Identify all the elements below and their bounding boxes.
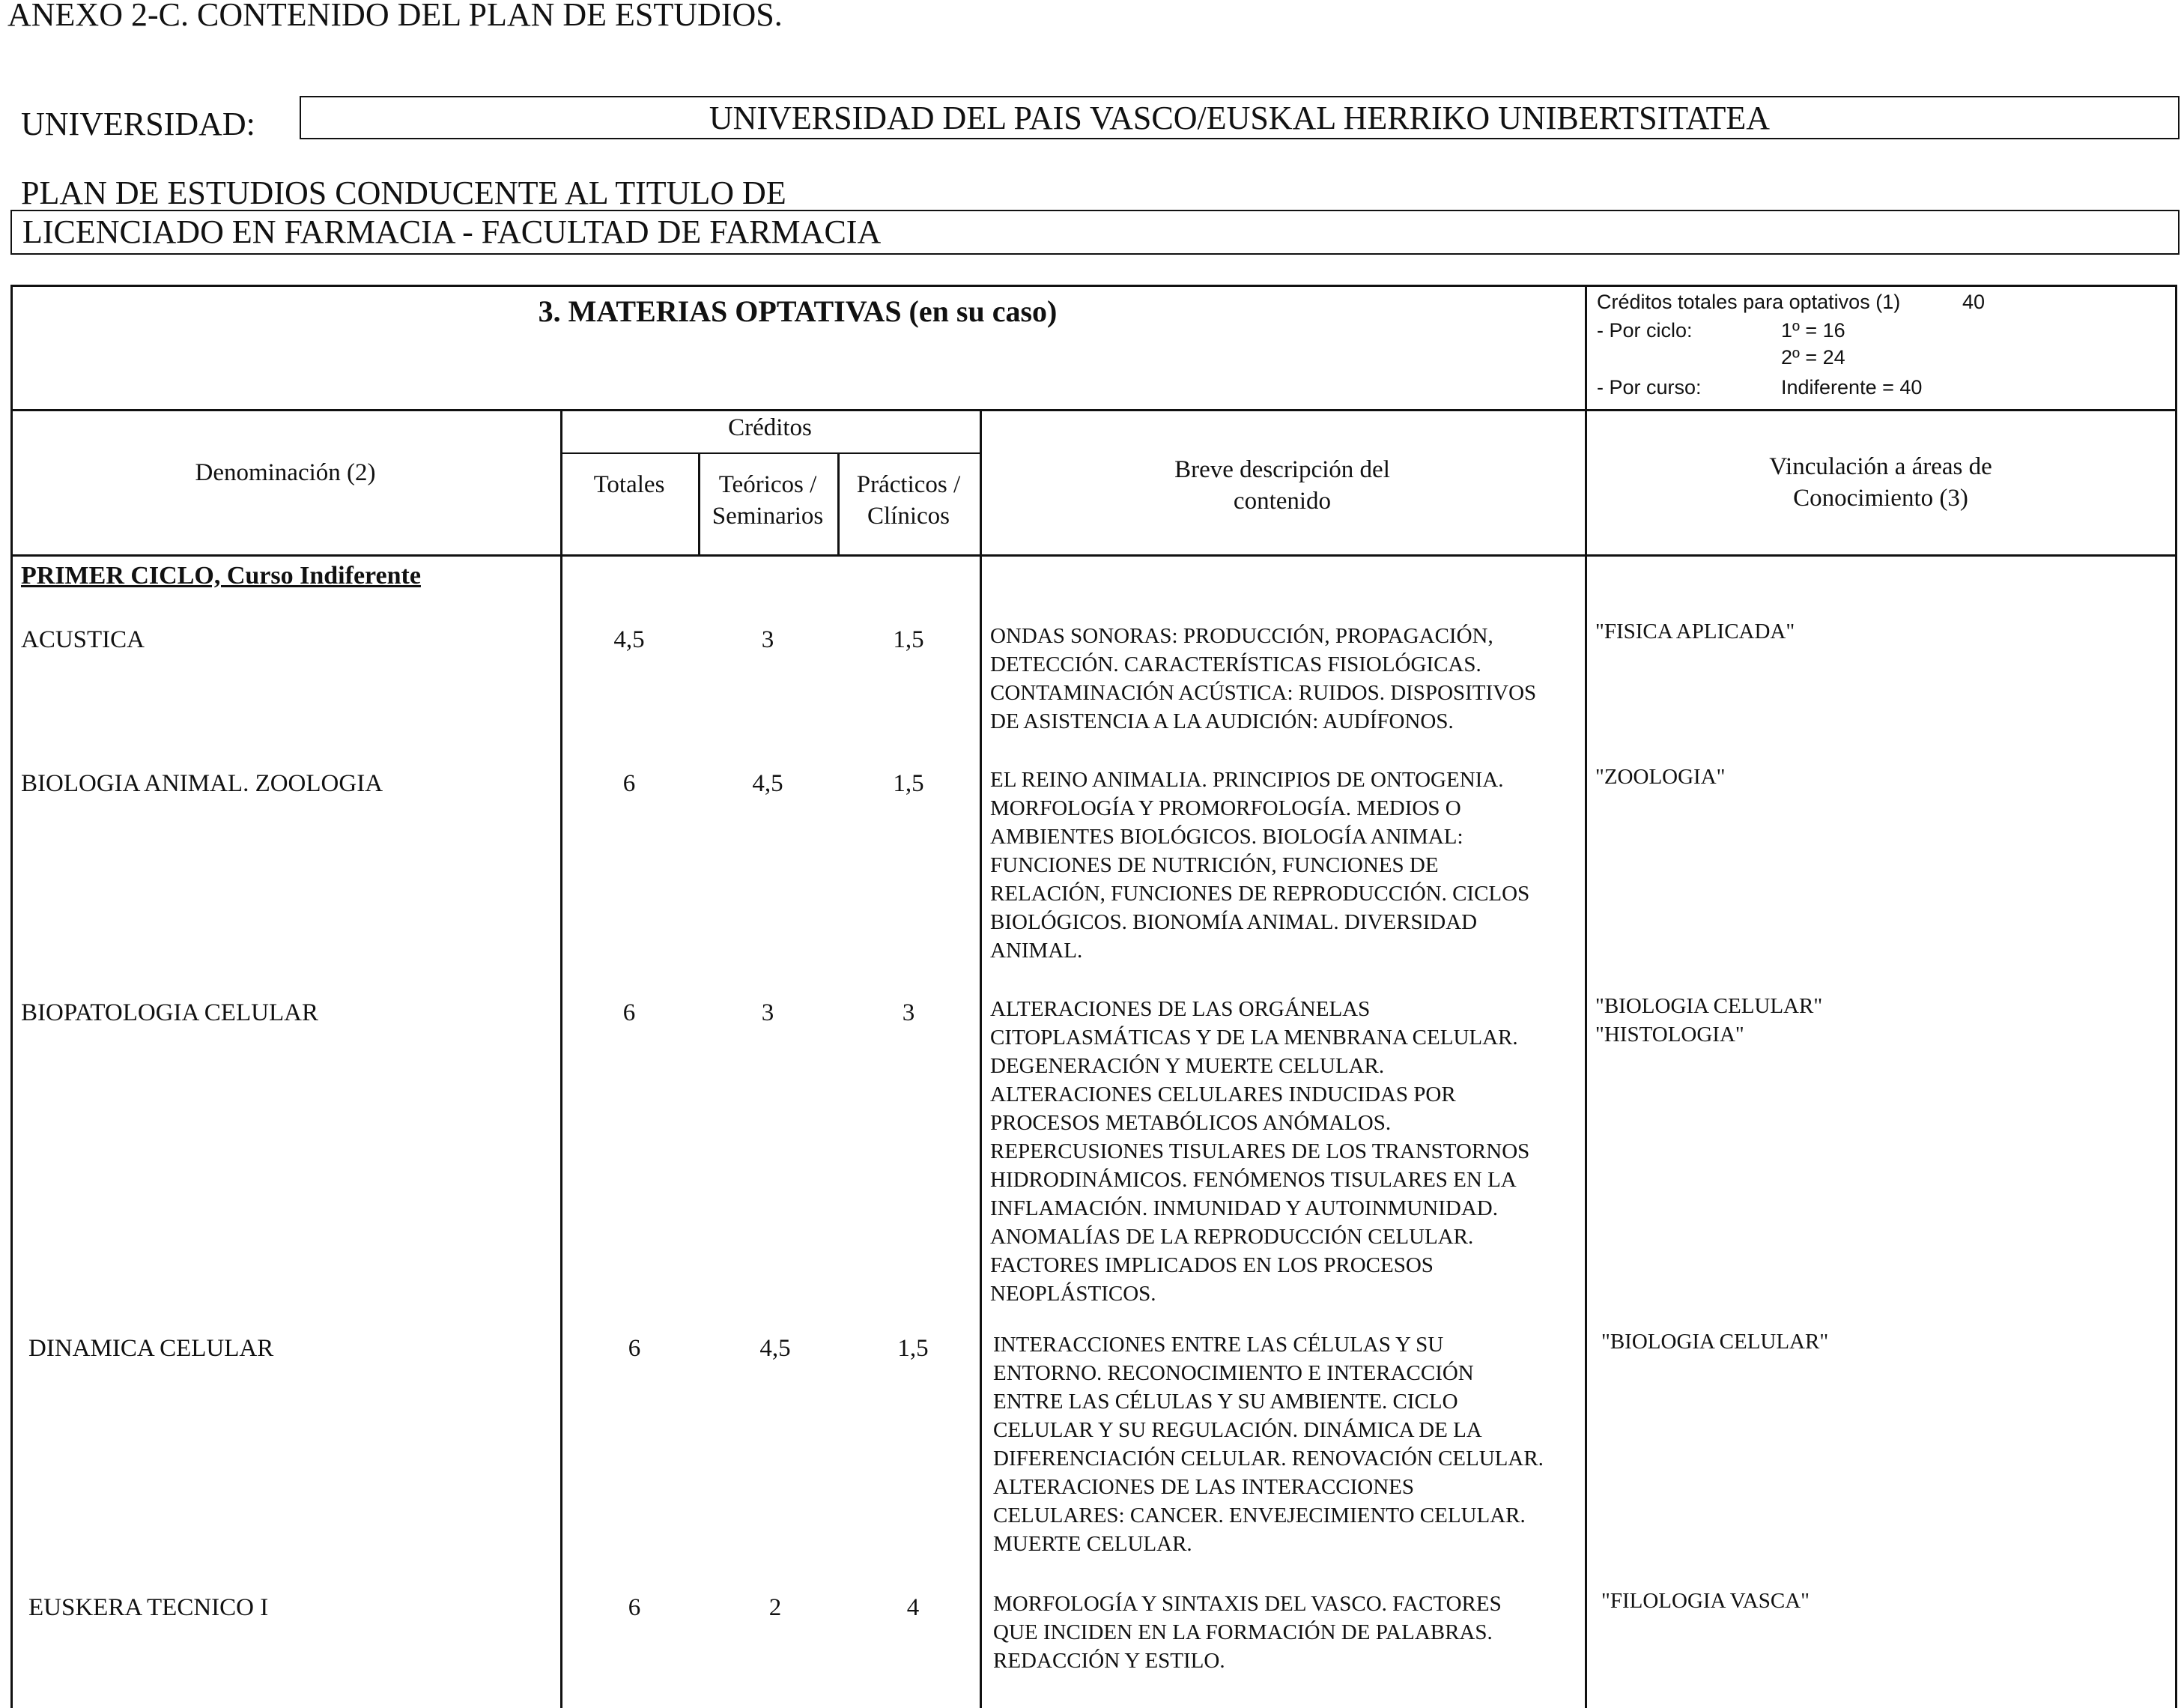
- row-vinculacion: "ZOOLOGIA": [1595, 765, 1726, 789]
- row-teoricos: 4,5: [759, 1335, 791, 1362]
- row-teoricos: 4,5: [752, 770, 783, 797]
- table-left-border: [10, 285, 13, 1708]
- row-teoricos: 3: [761, 999, 774, 1026]
- university-label: UNIVERSIDAD:: [21, 106, 255, 142]
- row-totales: 4,5: [613, 626, 645, 653]
- row-totales: 6: [628, 1335, 641, 1362]
- header-teoricos: Teóricos / Seminarios: [712, 471, 824, 530]
- ciclo-2-value: 2º = 24: [1781, 346, 1845, 369]
- row-descripcion: ONDAS SONORAS: PRODUCCIÓN, PROPAGACIÓN, DETECCIÓN. CARACTERÍSTICAS FISIOLÓGICAS. CONTAMINACIÓN ACÚSTICA: RUIDOS. DISPOSITIVOS DE ASISTENCIA A LA AUDICIÓN: AUDÍFONOS.: [990, 624, 1537, 733]
- por-curso-label: - Por curso:: [1597, 376, 1702, 399]
- row-vinculacion: "BIOLOGIA CELULAR" "HISTOLOGIA": [1595, 994, 1823, 1047]
- header-practicos: Prácticos / Clínicos: [856, 471, 961, 530]
- section-title: 3. MATERIAS OPTATIVAS (en su caso): [538, 294, 1058, 328]
- plan-label: PLAN DE ESTUDIOS CONDUCENTE AL TITULO DE: [21, 175, 786, 211]
- row-totales: 6: [622, 999, 636, 1026]
- row-teoricos: 2: [768, 1594, 782, 1621]
- row-descripcion: ALTERACIONES DE LAS ORGÁNELAS CITOPLASMÁTICAS Y DE LA MENBRANA CELULAR. DEGENERACIÓN Y MUERTE CELULAR. ALTERACIONES CELULARES INDUCIDAS POR PROCESOS METABÓLICOS ANÓMALOS. REPERCUSIONES TISULARES DE LOS TRANSTORNOS HIDRODINÁMICOS. FENÓMENOS TISULARES EN LA INFLAMACIÓN. INMUNIDAD Y AUTOINMUNIDAD. ANOMALÍAS DE LA REPRODUCCIÓN CELULAR. FACTORES IMPLICADOS EN LOS PROCESOS NEOPLÁSTICOS.: [990, 997, 1530, 1306]
- row-practicos: 1,5: [897, 1335, 929, 1362]
- header-totales: Totales: [593, 471, 665, 498]
- creditos-separator: [560, 452, 980, 454]
- row-descripcion: EL REINO ANIMALIA. PRINCIPIOS DE ONTOGENIA. MORFOLOGÍA Y PROMORFOLOGÍA. MEDIOS O AMBIENTES BIOLÓGICOS. BIOLOGÍA ANIMAL: FUNCIONES DE NUTRICIÓN, FUNCIONES DE RELACIÓN, FUNCIONES DE REPRODUCCIÓN. CICLOS BIOLÓGICOS. BIONOMÍA ANIMAL. DIVERSIDAD ANIMAL.: [990, 768, 1530, 963]
- por-curso-value: Indiferente = 40: [1781, 376, 1923, 399]
- row-name: EUSKERA TECNICO I: [28, 1594, 269, 1621]
- row-vinculacion: "BIOLOGIA CELULAR": [1601, 1330, 1829, 1354]
- group-label: PRIMER CICLO, Curso Indiferente: [21, 562, 421, 590]
- row-vinculacion: "FISICA APLICADA": [1595, 620, 1795, 643]
- row-practicos: 3: [902, 999, 915, 1026]
- university-box: [300, 96, 2180, 139]
- col-sep-practicos-desc: [980, 409, 982, 1708]
- row-practicos: 1,5: [893, 626, 924, 653]
- row-name: BIOPATOLOGIA CELULAR: [21, 999, 318, 1026]
- university-value: UNIVERSIDAD DEL PAIS VASCO/EUSKAL HERRIKO UNIBERTSITATEA: [709, 100, 1771, 136]
- credits-total-value: 40: [1962, 291, 1986, 313]
- plan-box: [10, 210, 2180, 255]
- header-creditos: Créditos: [728, 414, 812, 441]
- row-name: ACUSTICA: [21, 626, 145, 653]
- row-descripcion: MORFOLOGÍA Y SINTAXIS DEL VASCO. FACTORES QUE INCIDEN EN LA FORMACIÓN DE PALABRAS. REDACCIÓN Y ESTILO.: [993, 1592, 1502, 1673]
- annex-title: ANEXO 2-C. CONTENIDO DEL PLAN DE ESTUDIOS.: [7, 0, 783, 33]
- row-totales: 6: [622, 770, 636, 797]
- row-vinculacion: "FILOLOGIA VASCA": [1601, 1589, 1810, 1613]
- table-top-border: [10, 285, 2177, 287]
- row-name: DINAMICA CELULAR: [28, 1335, 274, 1362]
- title-separator: [10, 409, 2177, 411]
- col-sep-name-totales: [560, 409, 562, 1708]
- row-totales: 6: [628, 1594, 641, 1621]
- header-denominacion: Denominación (2): [195, 459, 376, 486]
- por-ciclo-label: - Por ciclo:: [1597, 319, 1693, 342]
- credits-total-label: Créditos totales para optativos (1): [1597, 291, 1901, 313]
- row-teoricos: 3: [761, 626, 774, 653]
- row-practicos: 1,5: [893, 770, 924, 797]
- header-vinculacion: Vinculación a áreas de Conocimiento (3): [1769, 453, 1992, 512]
- ciclo-1-value: 1º = 16: [1781, 319, 1845, 342]
- row-practicos: 4: [906, 1594, 920, 1621]
- header-bottom-border: [10, 554, 2177, 557]
- row-descripcion: INTERACCIONES ENTRE LAS CÉLULAS Y SU ENTORNO. RECONOCIMIENTO E INTERACCIÓN ENTRE LAS CÉLULAS Y SU AMBIENTE. CICLO CELULAR Y SU REGULACIÓN. DINÁMICA DE LA DIFERENCIACIÓN CELULAR. RENOVACIÓN CELULAR. ALTERACIONES DE LAS INTERACCIONES CELULARES: CANCER. ENVEJECIMIENTO CELULAR. MUERTE CELULAR.: [993, 1333, 1544, 1556]
- header-descripcion: Breve descripción del contenido: [1174, 456, 1390, 515]
- row-name: BIOLOGIA ANIMAL. ZOOLOGIA: [21, 770, 383, 797]
- plan-value: LICENCIADO EN FARMACIA - FACULTAD DE FARMACIA: [22, 214, 882, 250]
